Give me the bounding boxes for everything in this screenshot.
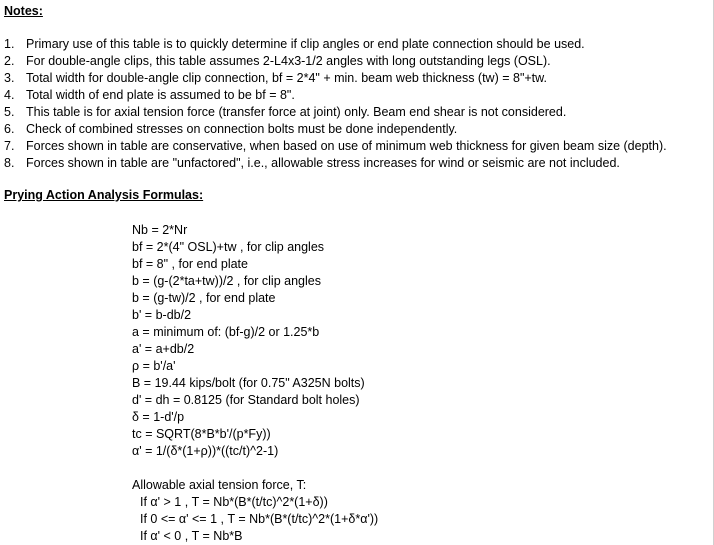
formula-line: Nb = 2*Nr [132, 223, 188, 237]
note-text: Total width for double-angle clip connection, bf = 2*4" + min. beam web thickness (tw) = 8"+tw. [26, 71, 547, 85]
note-item [4, 104, 667, 121]
formula-line: B = 19.44 kips/bolt (for 0.75" A325N bolts) [132, 376, 365, 390]
formula-line: ρ = b'/a' [132, 359, 176, 373]
formula-line: b' = b-db/2 [132, 308, 192, 322]
note-number: 3. [4, 71, 15, 85]
formula-line: bf = 8" , for end plate [132, 257, 248, 271]
note-number: 7. [4, 139, 15, 153]
note-number: 4. [4, 88, 15, 102]
notes-heading: Notes: [4, 4, 43, 18]
note-text: Primary use of this table is to quickly determine if clip angles or end plate connection should be used. [26, 37, 585, 51]
note-item [4, 155, 667, 172]
note-text: Check of combined stresses on connection bolts must be done independently. [26, 122, 458, 136]
note-number: 8. [4, 156, 15, 170]
note-number: 6. [4, 122, 15, 136]
prying-heading: Prying Action Analysis Formulas: [4, 188, 204, 202]
formula-line: a' = a+db/2 [132, 342, 195, 356]
note-number: 5. [4, 105, 15, 119]
note-text: Total width of end plate is assumed to be bf = 8". [26, 88, 295, 102]
formula-line: δ = 1-d'/p [132, 410, 185, 424]
note-text: This table is for axial tension force (transfer force at joint) only. Beam end shear is not considered. [26, 105, 567, 119]
formula-line: d' = dh = 0.8125 (for Standard bolt holes) [132, 393, 360, 407]
formula-line: b = (g-(2*ta+tw))/2 , for clip angles [132, 274, 321, 288]
allowable-case: If α' > 1 , T = Nb*(B*(t/tc)^2*(1+δ)) [140, 495, 328, 509]
note-number: 1. [4, 37, 15, 51]
allowable-tension-block [132, 477, 378, 545]
notes-list [4, 36, 667, 172]
formula-list [132, 222, 365, 460]
note-number: 2. [4, 54, 15, 68]
allowable-title: Allowable axial tension force, T: [132, 478, 307, 492]
note-text: Forces shown in table are conservative, when based on use of minimum web thickness for given beam size (depth). [26, 139, 667, 153]
note-item [4, 138, 667, 155]
note-item [4, 121, 667, 138]
note-text: For double-angle clips, this table assumes 2-L4x3-1/2 angles with long outstanding legs (OSL). [26, 54, 551, 68]
formula-line: α' = 1/(δ*(1+ρ))*((tc/t)^2-1) [132, 444, 279, 458]
note-text: Forces shown in table are "unfactored", i.e., allowable stress increases for wind or seismic are not included. [26, 156, 620, 170]
formula-line: a = minimum of: (bf-g)/2 or 1.25*b [132, 325, 320, 339]
formula-line: tc = SQRT(8*B*b'/(p*Fy)) [132, 427, 271, 441]
note-item [4, 36, 667, 53]
note-item [4, 70, 667, 87]
allowable-case: If 0 <= α' <= 1 , T = Nb*(B*(t/tc)^2*(1+δ*α')) [140, 512, 379, 526]
note-item [4, 87, 667, 104]
allowable-case: If α' < 0 , T = Nb*B [140, 529, 243, 543]
formula-line: b = (g-tw)/2 , for end plate [132, 291, 276, 305]
formula-line: bf = 2*(4" OSL)+tw , for clip angles [132, 240, 325, 254]
note-item [4, 53, 667, 70]
